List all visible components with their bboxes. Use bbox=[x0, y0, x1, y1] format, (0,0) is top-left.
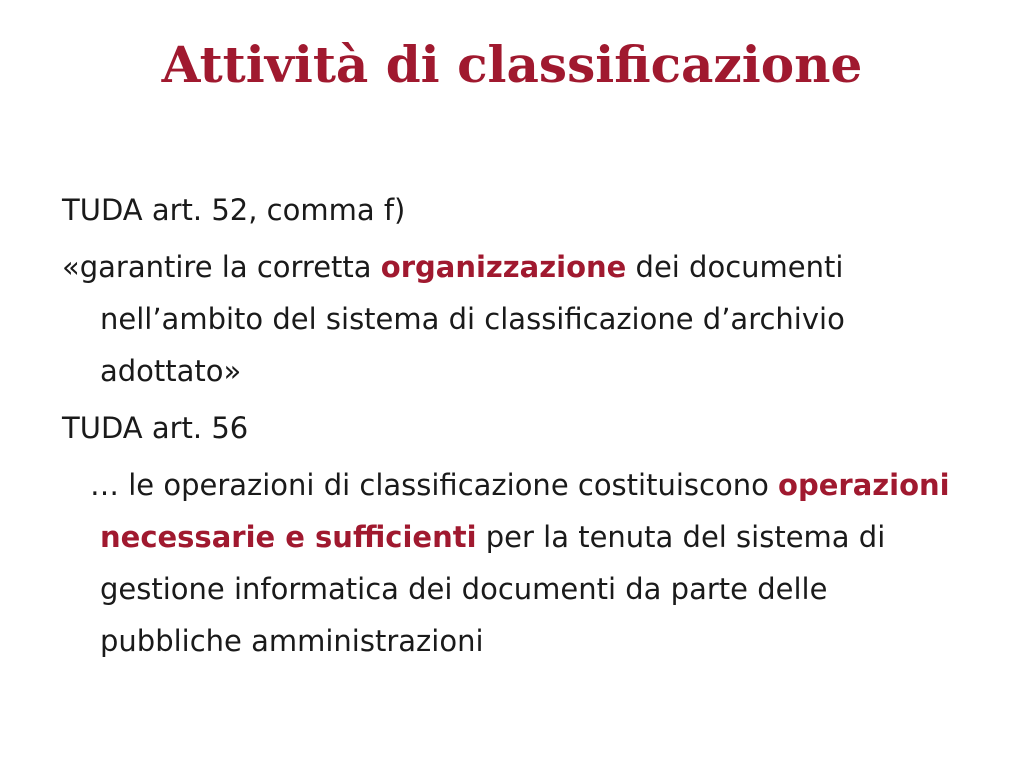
paragraph-tuda-art-52 bbox=[62, 184, 962, 236]
paragraph-quote-organizzazione bbox=[62, 241, 962, 397]
slide-title: Attività di classificazione bbox=[161, 35, 863, 94]
paragraph-text: «garantire la corretta bbox=[62, 250, 381, 284]
paragraph-text: TUDA art. 56 bbox=[62, 411, 249, 445]
paragraph-text: … le operazioni di classificazione costituiscono bbox=[90, 468, 779, 502]
paragraph-operazioni bbox=[62, 459, 962, 667]
paragraph-text: TUDA art. 52, comma f) bbox=[62, 193, 406, 227]
paragraph-tuda-art-56 bbox=[62, 402, 962, 454]
slide-body bbox=[62, 184, 962, 672]
paragraph-text: per la tenuta del sistema di gestione informatica dei documenti da parte delle pubbliche amministrazioni bbox=[100, 520, 886, 658]
emphasis-operazioni-necessarie: operazioni necessarie e sufficienti bbox=[100, 468, 950, 554]
emphasis-organizzazione: organizzazione bbox=[380, 250, 627, 284]
paragraph-text: dei documenti nell’ambito del sistema di classificazione d’archivio adottato» bbox=[100, 250, 845, 388]
